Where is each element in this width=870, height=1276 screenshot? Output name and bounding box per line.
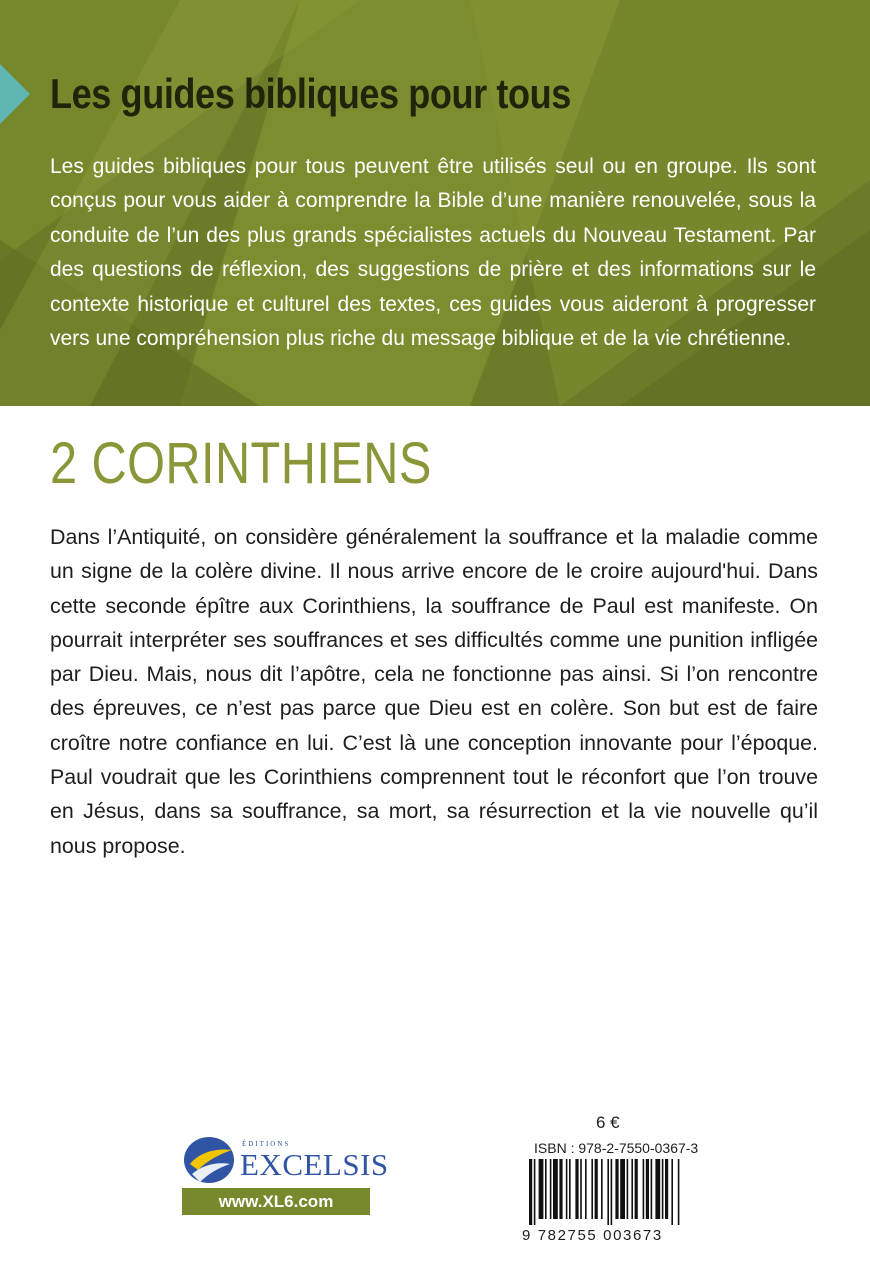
book-description: Dans l’Antiquité, on considère généralement la souffrance et la maladie comme un signe de la colère divine. Il nous arrive encore de le croire aujourd'hui. Dans cette seconde épître aux Corinthiens, la souffrance de Paul est manifeste. On pourrait interpréter ses souffrances et ses difficultés comme une punition infligée par Dieu. Mais, nous dit l’apôtre, cela ne fonctionne pas ainsi. Si l’on rencontre des épreuves, ce n’est pas parce que Dieu est en colère. Son but est de faire croître notre confiance en lui. C’est là une conception innovante pour l’époque. Paul voudrait que les Corinthiens comprennent tout le réconfort que l’on trouve en Jésus, dans sa souffrance, sa mort, sa résurrection et la vie nouvelle qu’il nous propose. bbox=[50, 525, 818, 858]
publisher-name: EXCELSIS bbox=[240, 1147, 389, 1182]
teal-arrow-icon bbox=[0, 64, 32, 124]
publisher-website: www.XL6.com bbox=[182, 1188, 370, 1215]
barcode-digits: 9 782755 003673 bbox=[522, 1227, 663, 1244]
series-title: Les guides bibliques pour tous bbox=[50, 70, 571, 117]
excelsis-swirl-icon bbox=[182, 1134, 238, 1186]
barcode-icon bbox=[529, 1159, 699, 1225]
isbn: ISBN : 978-2-7550-0367-3 bbox=[534, 1140, 699, 1156]
price: 6 € bbox=[596, 1113, 620, 1132]
publisher-logo bbox=[182, 1134, 389, 1216]
series-header-band bbox=[0, 0, 870, 406]
series-description: Les guides bibliques pour tous peuvent être utilisés seul ou en groupe. Ils sont conçus pour vous aider à comprendre la Bible d’une manière renouvelée, sous la conduite de l’un des plus grands spécialistes actuels du Nouveau Testament. Par des questions de réflexion, des suggestions de prière et des informations sur le contexte historique et culturel des textes, ces guides vous aideront à progresser vers une compréhension plus riche du message biblique et de la vie chrétienne. bbox=[50, 155, 816, 351]
book-title: 2 CORINTHIENS bbox=[50, 431, 432, 496]
publisher-small-label: ÉDITIONS bbox=[242, 1140, 291, 1148]
